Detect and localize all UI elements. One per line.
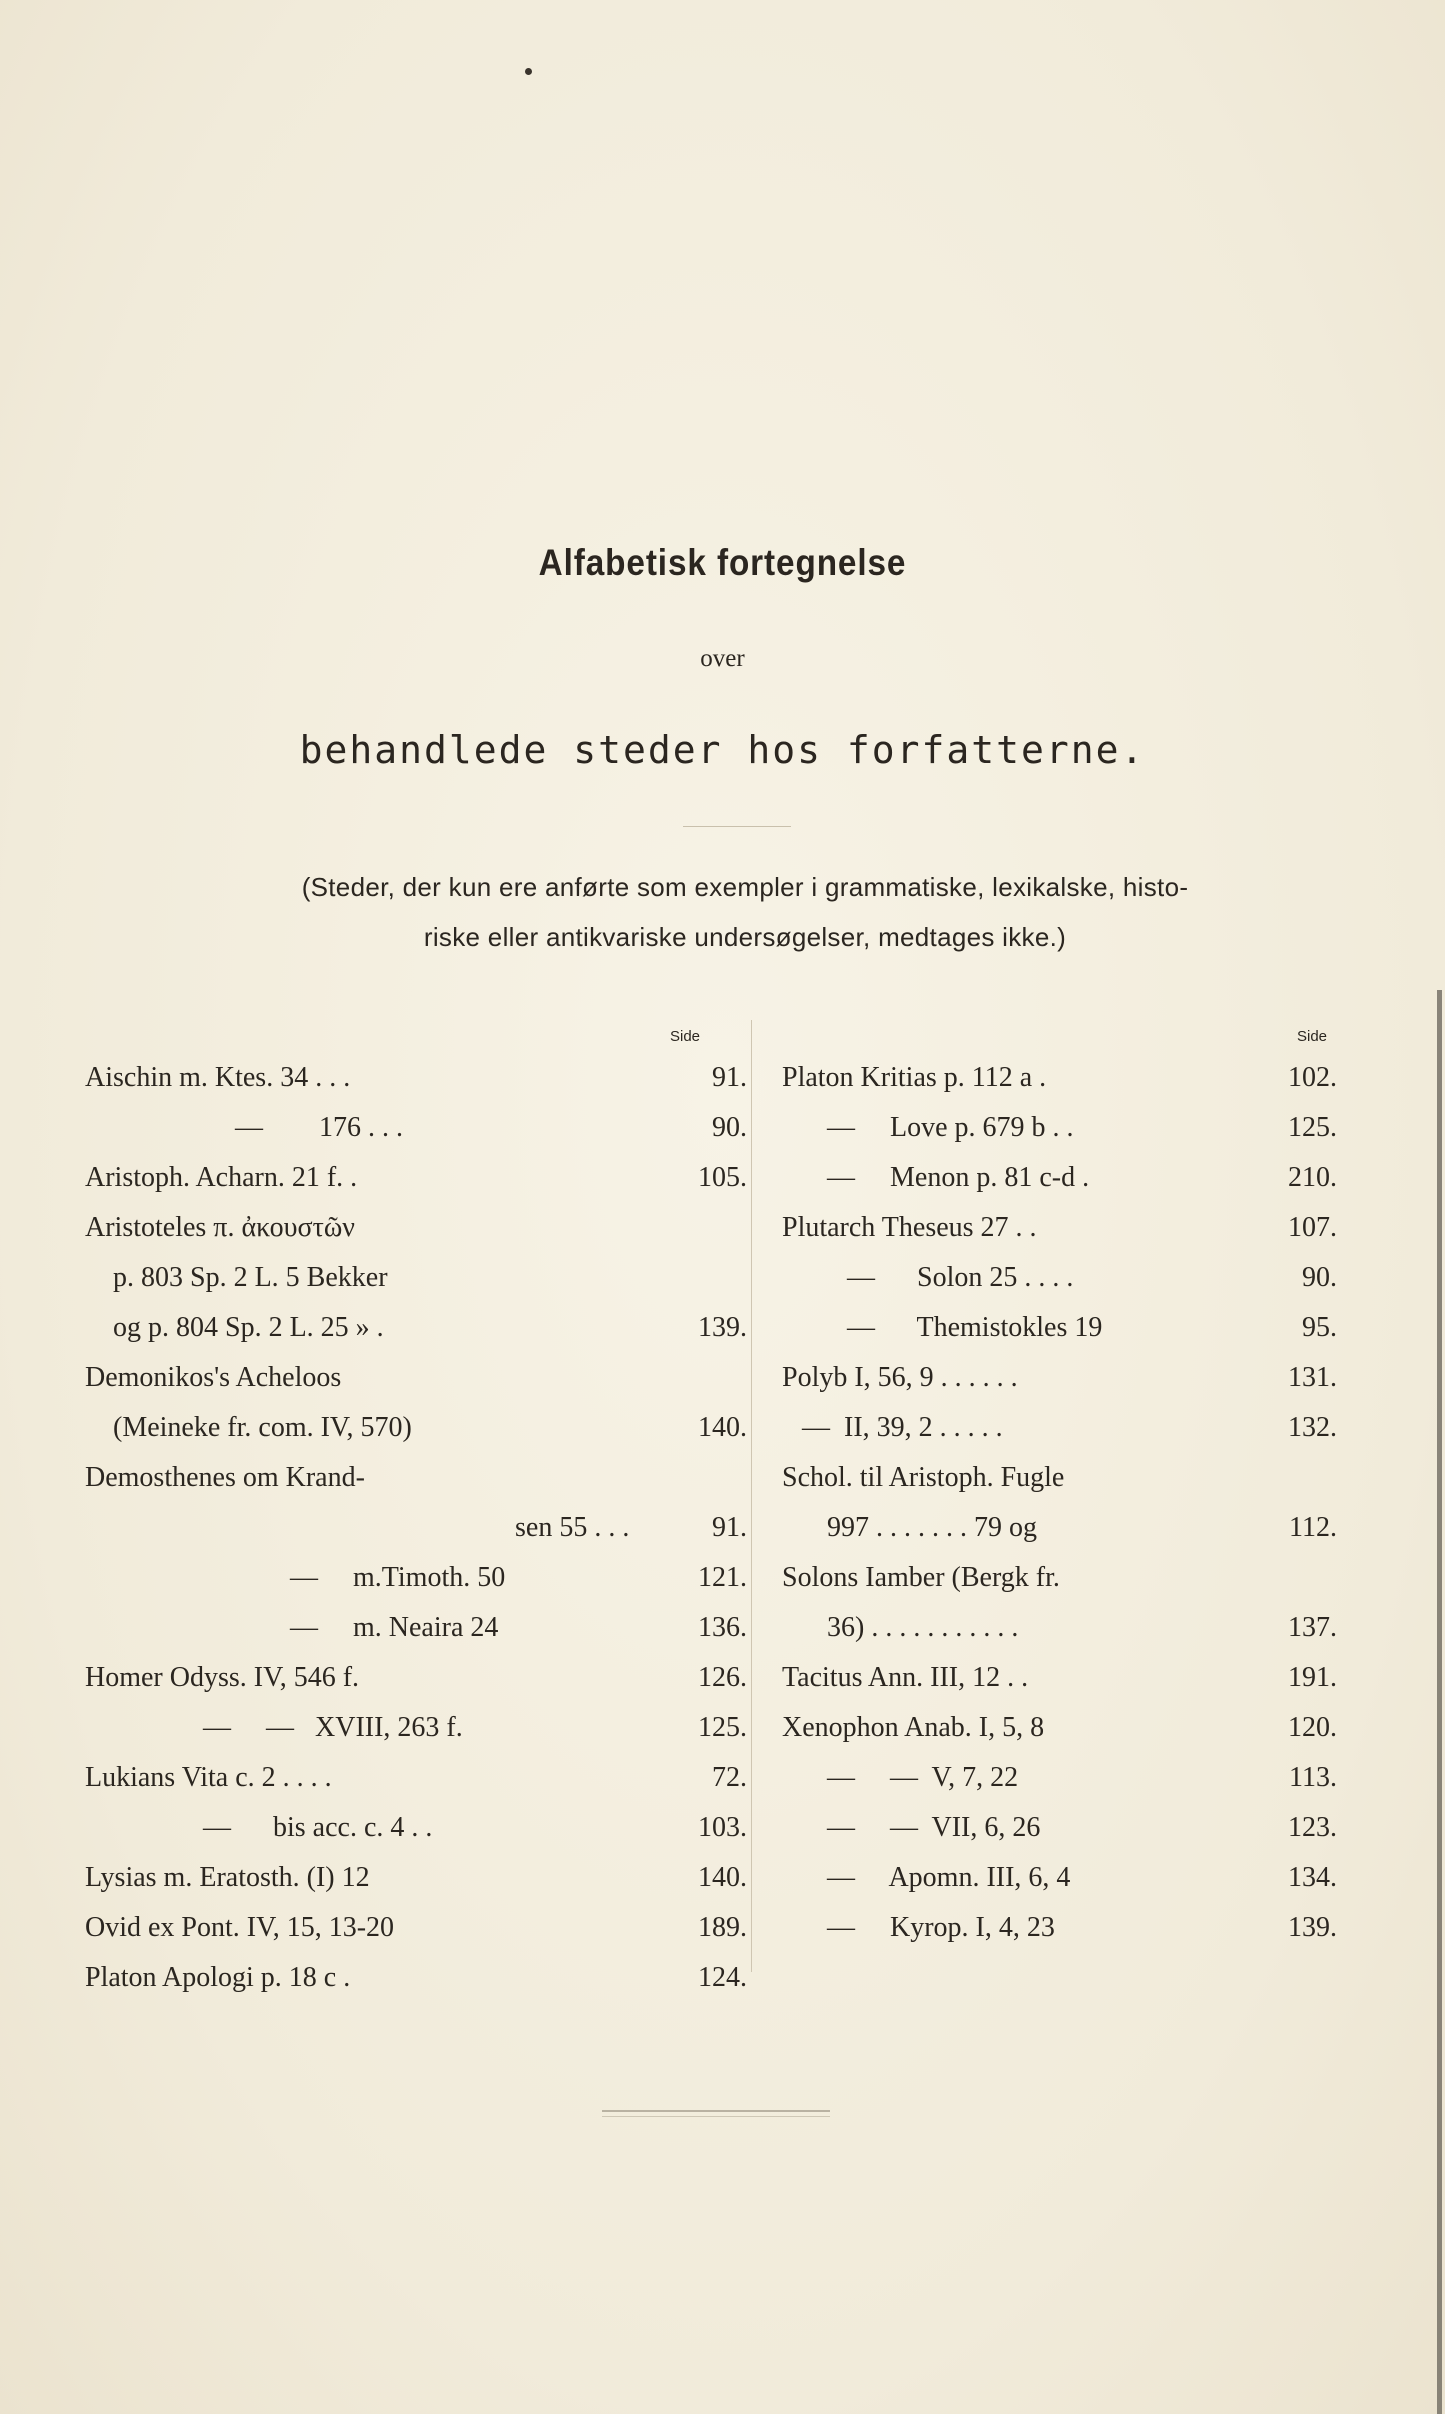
entry-page-number: 134. [1288, 1862, 1337, 1893]
index-entry [782, 1853, 1337, 1903]
entry-reference: — bis acc. c. 4 . . [203, 1812, 433, 1843]
index-entry [85, 1803, 747, 1853]
index-entry [85, 1453, 747, 1503]
entry-reference: Lysias m. Eratosth. (I) 12 [85, 1862, 370, 1893]
entry-page-number: 189. [698, 1912, 747, 1943]
right-index-column [782, 1053, 1337, 1953]
entry-reference: Platon Apologi p. 18 c . [85, 1962, 351, 1993]
page-edge [1437, 990, 1442, 2414]
entry-reference: — 176 . . . [235, 1112, 403, 1143]
entry-page-number: 91. [712, 1062, 747, 1093]
index-entry [782, 1703, 1337, 1753]
entry-page-number: 191. [1288, 1662, 1337, 1693]
entry-reference: — m. Neaira 24 [290, 1612, 499, 1643]
entry-reference: — m.Timoth. 50 [290, 1562, 506, 1593]
entry-reference: — Love p. 679 b . . [827, 1112, 1074, 1143]
entry-reference: Schol. til Aristoph. Fugle [782, 1462, 1065, 1493]
index-entry [782, 1453, 1337, 1503]
entry-reference: Aristoteles π. ἀκουστῶν [85, 1212, 355, 1243]
entry-page-number: 139. [698, 1312, 747, 1343]
entry-page-number: 72. [712, 1762, 747, 1793]
entry-reference: 997 . . . . . . . 79 og [827, 1512, 1037, 1543]
index-entry [85, 1853, 747, 1903]
entry-reference: Tacitus Ann. III, 12 . . [782, 1662, 1029, 1693]
index-entry [782, 1653, 1337, 1703]
ink-dot [525, 68, 532, 75]
entry-reference: Demonikos's Acheloos [85, 1362, 342, 1393]
title-rule [683, 826, 791, 827]
page-subtitle: behandlede steder hos forfatterne. [299, 728, 1146, 772]
index-entry [85, 1653, 747, 1703]
column-divider [751, 1020, 752, 1972]
entry-reference: p. 803 Sp. 2 L. 5 Bekker [113, 1262, 388, 1293]
title-connector: over [700, 645, 745, 672]
entry-reference: — Kyrop. I, 4, 23 [827, 1912, 1055, 1943]
entry-page-number: 132. [1288, 1412, 1337, 1443]
entry-reference: 36) . . . . . . . . . . . [827, 1612, 1019, 1643]
entry-page-number: 91. [712, 1512, 747, 1543]
entry-reference: Aristoph. Acharn. 21 f. . [85, 1162, 358, 1193]
index-entry [85, 1603, 747, 1653]
index-entry [782, 1153, 1337, 1203]
entry-reference: — — VII, 6, 26 [827, 1812, 1041, 1843]
entry-page-number: 103. [698, 1812, 747, 1843]
entry-page-number: 140. [698, 1412, 747, 1443]
index-entry [782, 1203, 1337, 1253]
index-entry [85, 1553, 747, 1603]
entry-reference: — Themistokles 19 [847, 1312, 1103, 1343]
entry-page-number: 139. [1288, 1912, 1337, 1943]
index-entry [782, 1753, 1337, 1803]
entry-reference: (Meineke fr. com. IV, 570) [113, 1412, 412, 1443]
left-index-column [85, 1053, 747, 2003]
entry-reference: — II, 39, 2 . . . . . [802, 1412, 1003, 1443]
entry-reference: Platon Kritias p. 112 a . [782, 1062, 1047, 1093]
note-line-1: (Steder, der kun ere anførte som exempler i grammatiske, lexikalske, histo- [301, 872, 1189, 902]
index-entry [85, 1953, 747, 2003]
index-entry [85, 1403, 747, 1453]
left-column-header: Side [670, 1028, 701, 1045]
index-entry [782, 1903, 1337, 1953]
entry-page-number: 125. [1288, 1112, 1337, 1143]
entry-page-number: 123. [1288, 1812, 1337, 1843]
entry-reference: Ovid ex Pont. IV, 15, 13-20 [85, 1912, 395, 1943]
index-entry [782, 1053, 1337, 1103]
index-entry [782, 1553, 1337, 1603]
index-entry [85, 1053, 747, 1103]
index-entry [782, 1253, 1337, 1303]
index-entry [782, 1103, 1337, 1153]
index-entry [782, 1803, 1337, 1853]
entry-page-number: 90. [1302, 1262, 1337, 1293]
index-entry [782, 1503, 1337, 1553]
entry-page-number: 210. [1288, 1162, 1337, 1193]
index-entry [85, 1353, 747, 1403]
entry-page-number: 136. [698, 1612, 747, 1643]
index-entry [782, 1353, 1337, 1403]
index-entry [85, 1753, 747, 1803]
entry-page-number: 126. [698, 1662, 747, 1693]
entry-reference: — — V, 7, 22 [827, 1762, 1019, 1793]
entry-reference: sen 55 . . . [515, 1512, 630, 1543]
entry-page-number: 140. [698, 1862, 747, 1893]
entry-page-number: 90. [712, 1112, 747, 1143]
index-entry [782, 1403, 1337, 1453]
entry-page-number: 102. [1288, 1062, 1337, 1093]
entry-reference: Xenophon Anab. I, 5, 8 [782, 1712, 1045, 1743]
entry-page-number: 131. [1288, 1362, 1337, 1393]
entry-reference: — Menon p. 81 c-d . [827, 1162, 1090, 1193]
entry-page-number: 112. [1289, 1512, 1337, 1543]
entry-page-number: 105. [698, 1162, 747, 1193]
entry-reference: Solons Iamber (Bergk fr. [782, 1562, 1060, 1593]
index-entry [85, 1303, 747, 1353]
entry-reference: — Apomn. III, 6, 4 [827, 1862, 1071, 1893]
explanatory-note [170, 862, 1320, 962]
index-entry [85, 1253, 747, 1303]
entry-page-number: 113. [1289, 1762, 1337, 1793]
entry-page-number: 137. [1288, 1612, 1337, 1643]
entry-page-number: 124. [698, 1962, 747, 1993]
entry-reference: — Solon 25 . . . . [847, 1262, 1074, 1293]
index-entry [85, 1903, 747, 1953]
entry-page-number: 125. [698, 1712, 747, 1743]
entry-reference: Homer Odyss. IV, 546 f. [85, 1662, 360, 1693]
entry-page-number: 121. [698, 1562, 747, 1593]
bottom-rule [602, 2110, 830, 2112]
entry-reference: og p. 804 Sp. 2 L. 25 » . [113, 1312, 384, 1343]
entry-page-number: 120. [1288, 1712, 1337, 1743]
index-entry [85, 1103, 747, 1153]
entry-reference: Polyb I, 56, 9 . . . . . . [782, 1362, 1018, 1393]
entry-page-number: 107. [1288, 1212, 1337, 1243]
entry-reference: Demosthenes om Krand- [85, 1462, 365, 1493]
entry-reference: Lukians Vita c. 2 . . . . [85, 1762, 332, 1793]
index-entry [782, 1303, 1337, 1353]
page-title: Alfabetisk fortegnelse [538, 542, 907, 583]
index-entry [85, 1503, 747, 1553]
right-column-header: Side [1297, 1028, 1328, 1045]
index-entry [85, 1153, 747, 1203]
entry-reference: Aischin m. Ktes. 34 . . . [85, 1062, 351, 1093]
index-entry [85, 1203, 747, 1253]
entry-reference: Plutarch Theseus 27 . . [782, 1212, 1037, 1243]
index-entry [782, 1603, 1337, 1653]
index-entry [85, 1703, 747, 1753]
entry-page-number: 95. [1302, 1312, 1337, 1343]
bottom-rule-secondary [602, 2116, 830, 2117]
note-line-2: riske eller antikvariske undersøgelser, medtages ikke.) [423, 922, 1067, 952]
entry-reference: — — XVIII, 263 f. [203, 1712, 463, 1743]
